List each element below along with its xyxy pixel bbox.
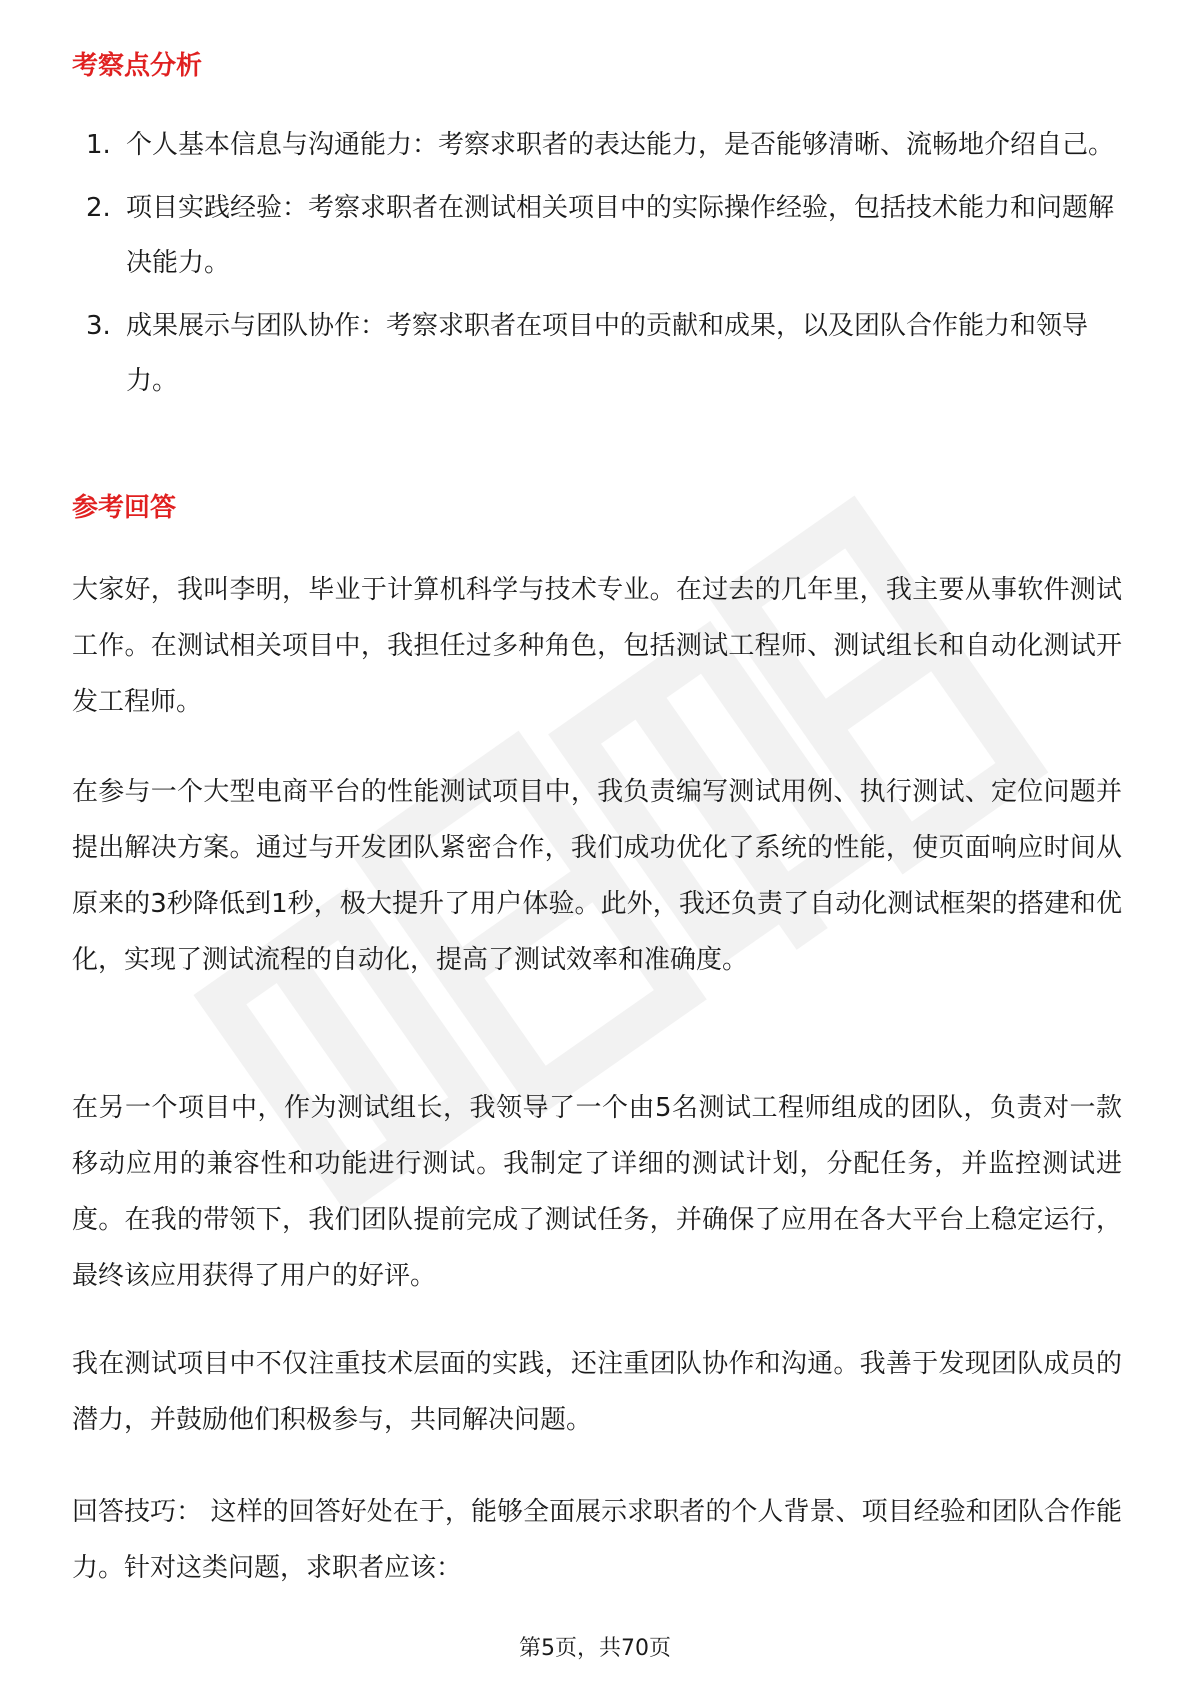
list-item-number: 1. — [86, 130, 111, 160]
list-item-number: 3. — [86, 311, 111, 341]
answer-paragraph: 大家好，我叫李明，毕业于计算机科学与技术专业。在过去的几年里，我主要从事软件测试工作。在测试相关项目中，我担任过多种角色，包括测试工程师、测试组长和自动化测试开发工程师。 — [72, 575, 1122, 717]
list-item — [72, 299, 1122, 409]
list-item-text: 项目实践经验：考察求职者在测试相关项目中的实际操作经验，包括技术能力和问题解决能力。 — [126, 193, 1115, 278]
answer-paragraph: 在参与一个大型电商平台的性能测试项目中，我负责编写测试用例、执行测试、定位问题并提出解决方案。通过与开发团队紧密合作，我们成功优化了系统的性能，使页面响应时间从原来的3秒降低到1秒，极大提升了用户体验。此外，我还负责了自动化测试框架的搭建和优化，实现了测试流程的自动化，提高了测试效率和准确度。 — [72, 777, 1122, 975]
analysis-heading: 考察点分析 — [72, 51, 203, 81]
answer-paragraph: 我在测试项目中不仅注重技术层面的实践，还注重团队协作和沟通。我善于发现团队成员的潜力，并鼓励他们积极参与，共同解决问题。 — [72, 1349, 1122, 1435]
list-item-text: 成果展示与团队协作：考察求职者在项目中的贡献和成果，以及团队合作能力和领导力。 — [126, 311, 1089, 396]
analysis-list — [72, 118, 1122, 417]
answer-heading: 参考回答 — [72, 493, 177, 523]
list-item — [72, 181, 1122, 291]
answer-paragraph: 在另一个项目中，作为测试组长，我领导了一个由5名测试工程师组成的团队，负责对一款移动应用的兼容性和功能进行测试。我制定了详细的测试计划，分配任务，并监控测试进度。在我的带领下，我们团队提前完成了测试任务，并确保了应用在各大平台上稳定运行，最终该应用获得了用户的好评。 — [72, 1093, 1122, 1291]
list-item-number: 2. — [86, 193, 111, 223]
list-item — [72, 118, 1122, 173]
answer-tips: 回答技巧： 这样的回答好处在于，能够全面展示求职者的个人背景、项目经验和团队合作能力。针对这类问题，求职者应该： — [72, 1497, 1122, 1583]
list-item-text: 个人基本信息与沟通能力：考察求职者的表达能力，是否能够清晰、流畅地介绍自己。 — [126, 130, 1115, 160]
page-number: 第5页，共70页 — [519, 1636, 671, 1661]
